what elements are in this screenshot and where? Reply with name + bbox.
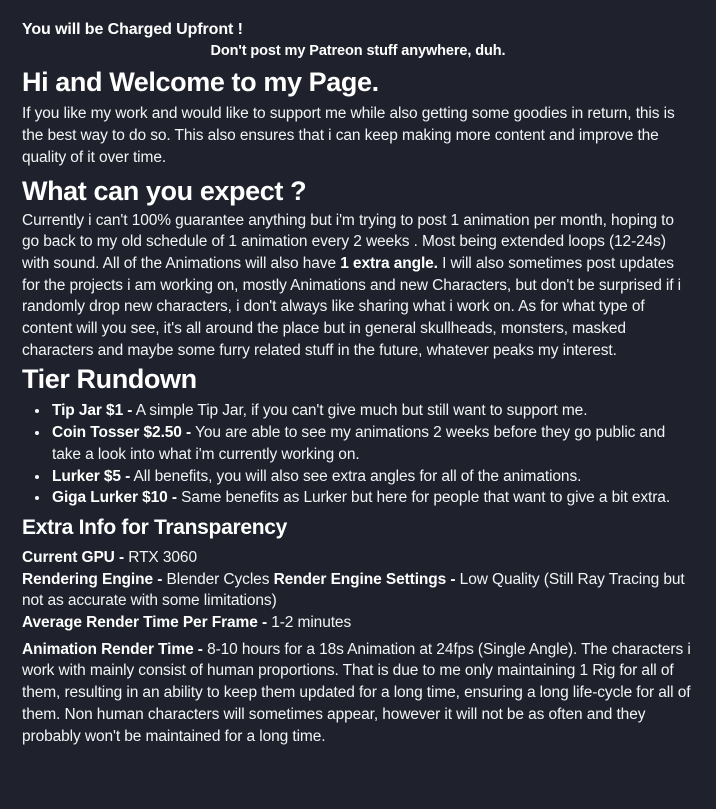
engine-value: Blender Cycles: [162, 570, 274, 588]
expect-text-after: I will also sometimes post updates for the projects i am working on, mostly Animations and new Characters, but don't be surprised if i randomly drop new characters, i don't always like sharing what i work on. As for what type of content will you see, it's all around the place but in general skullheads, monsters, masked characters and maybe some furry related stuff in the future, whatever peaks my interest.: [22, 254, 682, 359]
extra-info-block: [22, 547, 694, 747]
tiers-heading: Tier Rundown: [22, 364, 197, 395]
repost-warning-note: Don't post my Patreon stuff anywhere, duh.: [210, 42, 506, 59]
engine-line: [22, 569, 694, 612]
extra-angle-highlight: 1 extra angle.: [340, 254, 438, 272]
charged-upfront-note: You will be Charged Upfront !: [22, 21, 243, 38]
expect-paragraph: [22, 210, 694, 362]
gpu-label: Current GPU -: [22, 548, 125, 566]
tier-description: All benefits, you will also see extra angles for all of the animations.: [130, 467, 582, 485]
tier-name: Coin Tosser $2.50 -: [52, 424, 192, 442]
tier-description: You are able to see my animations 2 weeks before they go public and take a look into what i'm currently working on.: [52, 424, 666, 463]
tier-list: [22, 400, 694, 509]
expect-heading: What can you expect ?: [22, 175, 307, 206]
tier-item-tip-jar: [50, 400, 694, 422]
welcome-heading: Hi and Welcome to my Page.: [22, 67, 379, 98]
frame-time-line: [22, 612, 694, 634]
tier-name: Lurker $5 -: [52, 467, 131, 485]
gpu-value: RTX 3060: [124, 548, 197, 566]
anim-time-value: 8-10 hours for a 18s Animation at 24fps (Single Angle). The characters i work with mainly consist of human proportions. That is due to me only maintaining 1 Rig for all of them, resulting in an ability to keep them updated for a long time, ensuring a long life-cycle for all of them. Non human characters will sometimes appear, however it will not be as often and they probably won't be maintained for a long time.: [22, 640, 691, 745]
expect-text-before: Currently i can't 100% guarantee anything but i'm trying to post 1 animation per month, hoping to go back to my old schedule of 1 animation every 2 weeks . Most being extended loops (12-24s) with sound. All of the Animations will also have: [22, 211, 674, 272]
anim-time-label: Animation Render Time -: [22, 640, 203, 658]
tier-name: Tip Jar $1 -: [52, 402, 133, 420]
tier-name: Giga Lurker $10 -: [52, 489, 177, 507]
tier-item-giga-lurker: [50, 487, 694, 509]
settings-label: Render Engine Settings -: [273, 570, 456, 588]
settings-value: Low Quality (Still Ray Tracing but not as accurate with some limitations): [22, 570, 685, 610]
tier-description: Same benefits as Lurker but here for people that want to give a bit extra.: [176, 489, 671, 507]
welcome-paragraph: If you like my work and would like to support me while also getting some goodies in return, this is the best way to do so. This also ensures that i can keep making more content and improve the quality of it over time.: [22, 105, 675, 166]
engine-label: Rendering Engine -: [22, 570, 163, 588]
gpu-line: [22, 547, 694, 569]
tier-description: A simple Tip Jar, if you can't give much but still want to support me.: [132, 402, 588, 420]
tier-item-lurker: [50, 466, 694, 488]
frame-time-label: Average Render Time Per Frame -: [22, 614, 268, 632]
tier-item-coin-tosser: [50, 422, 694, 465]
anim-time-line: [22, 639, 694, 748]
frame-time-value: 1-2 minutes: [267, 614, 352, 632]
extra-info-heading: Extra Info for Transparency: [22, 515, 287, 539]
